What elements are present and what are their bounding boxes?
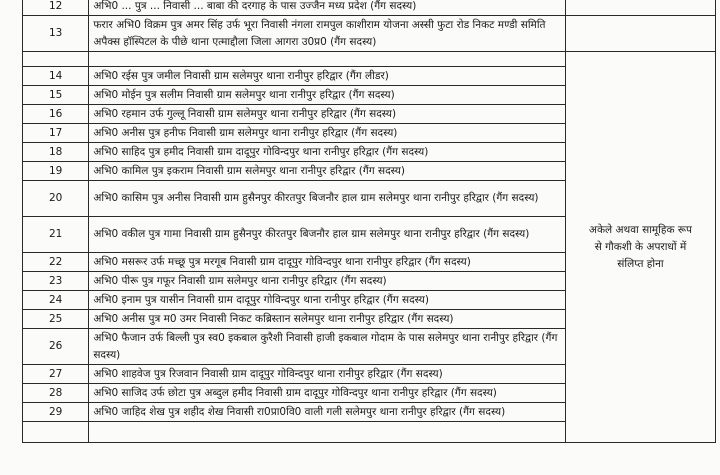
serial-number: 18	[23, 143, 89, 162]
member-description: अभि0 इनाम पुत्र यासीन निवासी ग्राम दादूपुर गोविन्दपुर थाना रानीपुर हरिद्वार (गैंग सदस्य)	[89, 291, 566, 310]
member-description: अभि0 रईस पुत्र जमील निवासी ग्राम सलेमपुर थाना रानीपुर हरिद्वार (गैंग लीडर)	[89, 67, 566, 86]
member-description: अभि0 अनीस पुत्र हनीफ निवासी ग्राम सलेमपुर थाना रानीपुर हरिद्वार (गैंग सदस्य)	[89, 124, 566, 143]
serial-number: 14	[23, 67, 89, 86]
member-description: फरार अभि0 विक्रम पुत्र अमर सिंह उर्फ भूरा निवासी नंगला रामपुल काशीराम योजना अस्सी फुटा रोड निकट मण्डी समिति अपैक्स हॉस्पिटल के पीछे थाना एत्माद्दौला जिला आगरा उ0प्र0 (गैंग सदस्य)	[89, 16, 566, 52]
table-row	[23, 0, 716, 16]
member-description: अभि0 साहिद पुत्र हमीद निवासी ग्राम दादूपुर गोविन्दपुर थाना रानीपुर हरिद्वार (गैंग सदस्य)	[89, 143, 566, 162]
serial-number: 17	[23, 124, 89, 143]
member-description-blank	[89, 52, 566, 67]
offence-remark	[565, 52, 715, 443]
serial-number: 19	[23, 162, 89, 181]
member-description: अभि0 जाहिद शेख पुत्र शहीद शेख निवासी रा0प्रा0वि0 वाली गली सलेमपुर थाना रानीपुर हरिद्वार (गैंग सदस्य)	[89, 403, 566, 422]
serial-number-blank	[23, 422, 89, 443]
member-description: अभि0 अनीस पुत्र म0 उमर निवासी निकट कब्रिस्तान सलेमपुर थाना रानीपुर हरिद्वार (गैंग सदस्य)	[89, 310, 566, 329]
member-description: अभि0 मसरूर उर्फ मच्छू पुत्र मरगूब निवासी ग्राम दादूपुर गोविन्दपुर थाना रानीपुर हरिद्वार (गैंग सदस्य)	[89, 253, 566, 272]
member-description: अभि0 रहमान उर्फ गुल्लू निवासी ग्राम सलेमपुर थाना रानीपुर हरिद्वार (गैंग सदस्य)	[89, 105, 566, 124]
serial-number: 29	[23, 403, 89, 422]
remark-cell-top	[565, 0, 715, 16]
serial-number: 27	[23, 365, 89, 384]
serial-number: 16	[23, 105, 89, 124]
gang-members-table	[22, 0, 716, 443]
serial-number: 26	[23, 329, 89, 365]
serial-number: 15	[23, 86, 89, 105]
member-description: अभि0 पीरू पुत्र गफूर निवासी ग्राम सलेमपुर थाना रानीपुर हरिद्वार (गैंग सदस्य)	[89, 272, 566, 291]
member-description: अभि0 साजिद उर्फ छोटा पुत्र अब्दुल हमीद निवासी ग्राम दादूपुर गोविन्दपुर थाना रानीपुर हरिद्वार (गैंग सदस्य)	[89, 384, 566, 403]
serial-number: 20	[23, 181, 89, 217]
serial-number: 23	[23, 272, 89, 291]
remark-cell-13	[565, 16, 715, 52]
serial-number-blank	[23, 52, 89, 67]
member-description: अभि0 शाहवेज पुत्र रिजवान निवासी ग्राम दादूपुर गोविन्दपुर थाना रानीपुर हरिद्वार (गैंग सदस्य)	[89, 365, 566, 384]
serial-number: 21	[23, 217, 89, 253]
member-description: अभि0 कामिल पुत्र इकराम निवासी ग्राम सलेमपुर थाना रानीपुर हरिद्वार (गैंग सदस्य)	[89, 162, 566, 181]
member-description: अभि0 कासिम पुत्र अनीस निवासी ग्राम हुसैनपुर कीरतपुर बिजनौर हाल ग्राम सलेमपुर थाना रानीपुर हरिद्वार (गैंग सदस्य)	[89, 181, 566, 217]
serial-number: 13	[23, 16, 89, 52]
serial-number: 12	[23, 0, 89, 16]
table-row-blank	[23, 52, 716, 67]
member-description: अभि0 ... पुत्र ... निवासी ... बाबा की दरगाह के पास उज्जैन मध्य प्रदेश (गैंग सदस्य)	[89, 0, 566, 16]
member-description-blank	[89, 422, 566, 443]
serial-number: 25	[23, 310, 89, 329]
table-row	[23, 16, 716, 52]
serial-number: 24	[23, 291, 89, 310]
offence-remark-text: अकेले अथवा सामूहिक रूप से गौकशी के अपराधों में संलिप्त होना	[588, 223, 693, 270]
serial-number: 22	[23, 253, 89, 272]
member-description: अभि0 मोईन पुत्र सलीम निवासी ग्राम सलेमपुर थाना रानीपुर हरिद्वार (गैंग सदस्य)	[89, 86, 566, 105]
serial-number: 28	[23, 384, 89, 403]
member-description: अभि0 फैजान उर्फ बिल्ली पुत्र स्व0 इकबाल कुरैशी निवासी हाजी इकबाल गोदाम के पास सलेमपुर थाना रानीपुर हरिद्वार (गैंग सदस्य)	[89, 329, 566, 365]
member-description: अभि0 वकील पुत्र गामा निवासी ग्राम हुसैनपुर कीरतपुर बिजनौर हाल ग्राम सलेमपुर थाना रानीपुर हरिद्वार (गैंग सदस्य)	[89, 217, 566, 253]
